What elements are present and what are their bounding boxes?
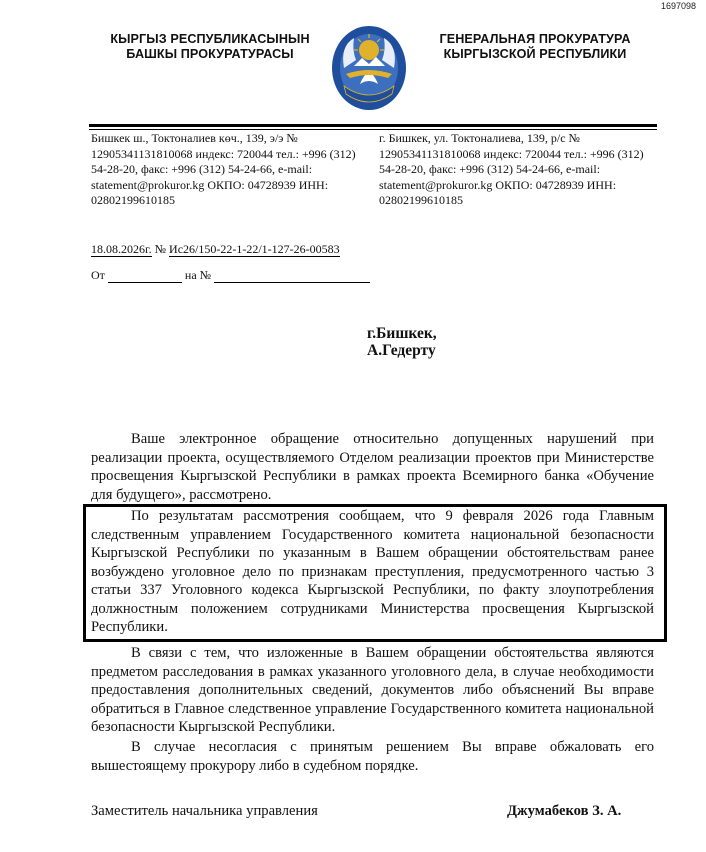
signatory-name: Джумабеков З. А. [507, 803, 622, 819]
na-blank [214, 271, 370, 283]
outgoing-date: 18.08.2026г. [91, 242, 152, 256]
incoming-reference [91, 268, 370, 283]
addressee-name: А.Гедерту [367, 342, 436, 359]
state-emblem-icon [330, 24, 408, 112]
header-rule-thick [89, 124, 657, 127]
address-kyrgyz: Бишкек ш., Токтоналиев көч., 139, э/э № 12905341131810068 индекс: 720044 тел.: +996 (312) 54-28-20, факс: +996 (312) 54-24-66, e-mail: statement@prokuror.kg ОКПО: 04728939 ИНН: 02802199610185 [91, 131, 356, 207]
from-label: От [91, 268, 105, 282]
signatory-role: Заместитель начальника управления [91, 803, 318, 819]
from-blank [108, 271, 182, 283]
na-label: на № [184, 268, 212, 282]
header-rule-thin [89, 129, 657, 130]
number-sign: № [154, 242, 167, 256]
outgoing-number: Ис26/150-22-1-22/1-127-26-00583 [169, 242, 340, 256]
org-name-kyrgyz: КЫРГЫЗ РЕСПУБЛИКАСЫНЫН БАШКЫ ПРОКУРАТУРАСЫ [110, 32, 310, 61]
body-paragraph-1: Ваше электронное обращение относительно допущенных нарушений при реализации проекта, осуществляемого Отделом реализации проектов при Министерстве просвещения Кыргызской Республики в рамках проекта Всемирного банка «Обучение для будущего», рассмотрено. [91, 431, 654, 503]
addressee-city: г.Бишкек, [367, 325, 437, 342]
body-paragraph-2: По результатам рассмотрения сообщаем, что 9 февраля 2026 года Главным следственным управлением Государственного комитета национальной безопасности Кыргызской Республики по указанным в Вашем обращении обстоятельствам ранее возбуждено уголовное дело по признакам преступления, предусмотренного частью 3 статьи 337 Уголовного кодекса Кыргызской Республики, по факту злоупотребления должностным положением сотрудниками Министерства просвещения Кыргызской Республики. [91, 508, 654, 635]
org-name-russian: ГЕНЕРАЛЬНАЯ ПРОКУРАТУРА КЫРГЫЗСКОЙ РЕСПУБЛИКИ [439, 32, 631, 61]
address-russian: г. Бишкек, ул. Токтоналиева, 139, р/с № 12905341131810068 индекс: 720044 тел.: +996 (312) 54-28-20, факс: +996 (312) 54-24-66, e-mail: statement@prokuror.kg ОКПО: 04728939 ИНН: 02802199610185 [379, 131, 644, 207]
document-number: 1697098 [660, 1, 696, 11]
outgoing-reference [91, 242, 340, 257]
body-paragraph-3: В связи с тем, что изложенные в Вашем обращении обстоятельства являются предметом расследования в рамках указанного уголовного дела, в случае необходимости предоставления дополнительных сведений, документов либо объяснений Вы вправе обратиться в Главное следственное управление Государственного комитета национальной безопасности Кыргызской Республики. [91, 645, 654, 735]
highlight-frame [83, 504, 667, 642]
body-paragraph-4: В случае несогласия с принятым решением Вы вправе обжаловать его вышестоящему прокурору либо в судебном порядке. [91, 739, 654, 774]
addressee [367, 325, 437, 359]
